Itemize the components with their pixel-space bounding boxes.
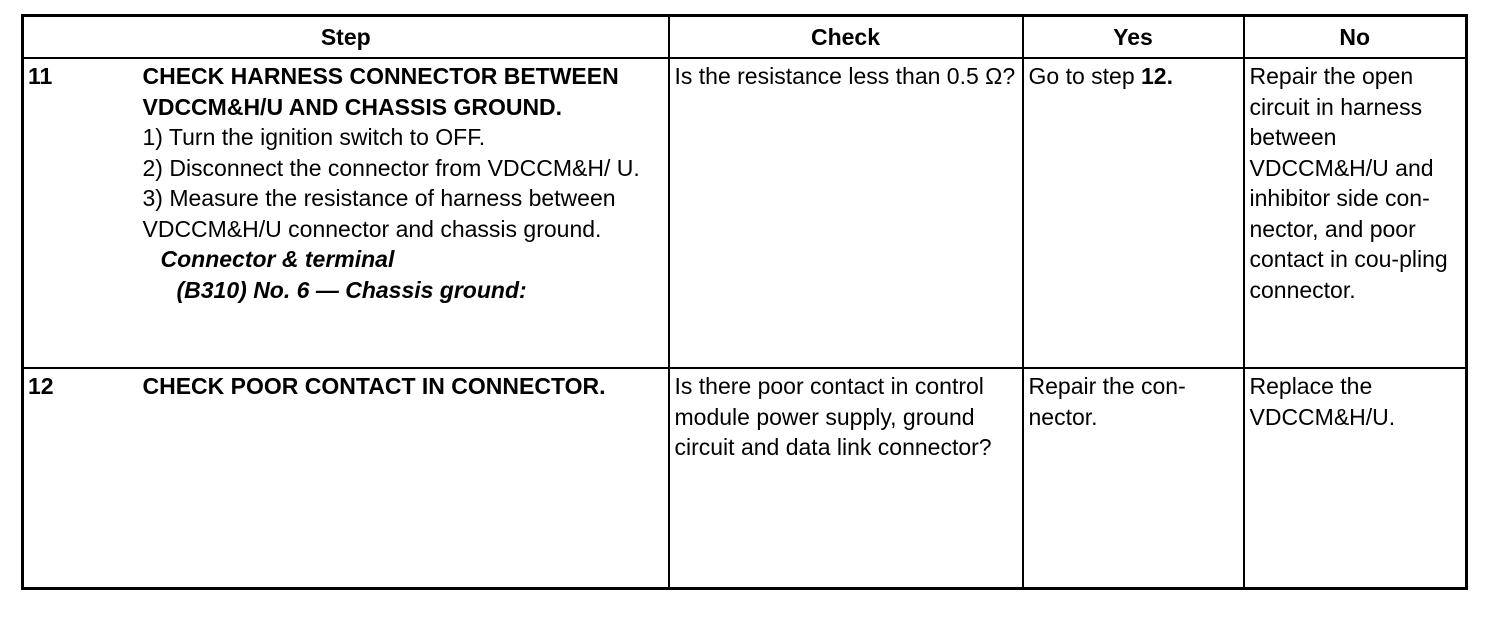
spec-value: (B310) No. 6 — Chassis ground:	[176, 276, 527, 303]
yes-cell: Go to step 12.	[1023, 58, 1244, 368]
substep-1: 1) Turn the ignition switch to OFF.	[142, 124, 486, 150]
step-number: 11	[23, 58, 143, 368]
table-row	[23, 58, 1467, 368]
check-cell: Is there poor contact in control module power supply, ground circuit and data link connector?	[669, 368, 1023, 588]
no-cell: Replace the VDCCM&H/U.	[1244, 368, 1467, 588]
step-number: 12	[23, 368, 143, 588]
header-check: Check	[669, 16, 1023, 59]
substep-3: 3) Measure the resistance of harness between VDCCM&H/U connector and chassis ground.	[142, 185, 616, 242]
step-cell	[143, 58, 669, 368]
header-row	[23, 16, 1467, 59]
step-title: CHECK POOR CONTACT IN CONNECTOR.	[142, 373, 606, 400]
check-cell: Is the resistance less than 0.5 Ω?	[669, 58, 1023, 368]
diagnostic-table	[21, 14, 1468, 590]
step-cell	[143, 368, 669, 588]
spec-label: Connector & terminal	[160, 246, 395, 272]
no-cell: Repair the open circuit in harness between VDCCM&H/U and inhibitor side con-nector, and poor contact in cou-pling connector.	[1244, 58, 1467, 368]
table-row	[23, 368, 1467, 588]
substep-2: 2) Disconnect the connector from VDCCM&H/ U.	[142, 154, 640, 181]
header-yes: Yes	[1023, 16, 1244, 59]
yes-cell: Repair the con-nector.	[1023, 368, 1244, 588]
header-step: Step	[23, 16, 669, 59]
header-no: No	[1244, 16, 1467, 59]
step-title: CHECK HARNESS CONNECTOR BETWEEN VDCCM&H/U AND CHASSIS GROUND.	[142, 63, 619, 120]
